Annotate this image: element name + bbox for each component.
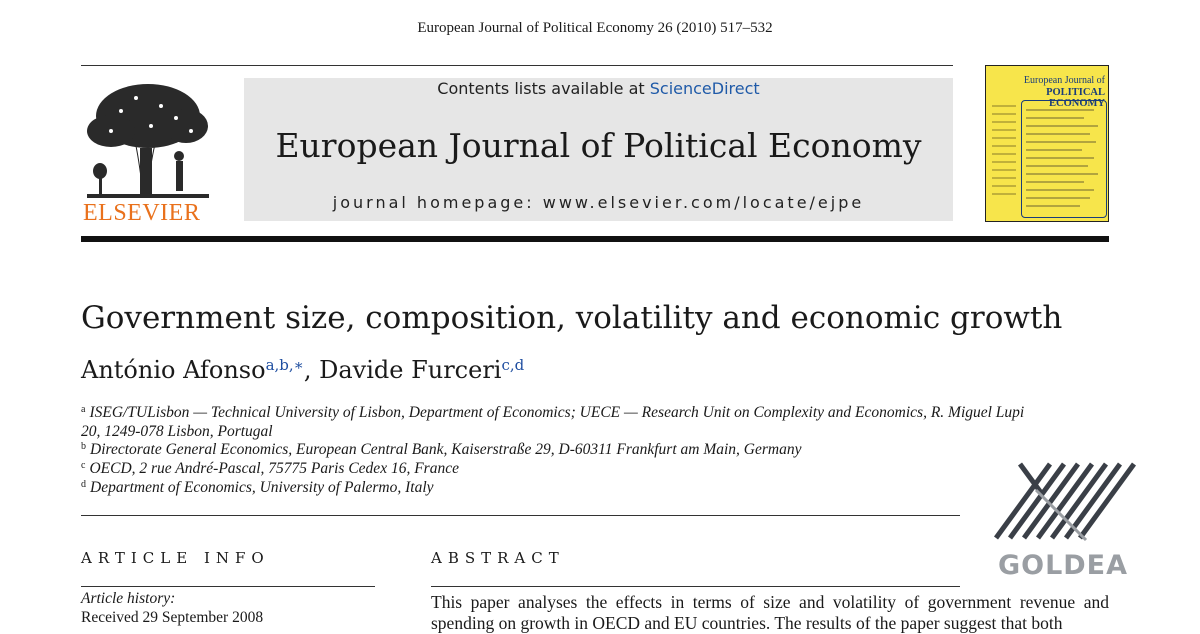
sciencedirect-link[interactable]: ScienceDirect [649,79,760,98]
author-list [81,356,524,384]
journal-homepage[interactable]: journal homepage: www.elsevier.com/locate/ejpe [332,193,865,212]
affiliation-marker: b [81,441,86,452]
affiliation-marker: c [81,460,86,471]
article-title: Government size, composition, volatility and economic growth [81,300,1063,336]
author-affiliation-marks[interactable]: a,b,∗ [265,356,304,374]
affiliation-marker: d [81,479,86,490]
journal-citation: European Journal of Political Economy 26 (2010) 517–532 [417,20,773,36]
abstract-heading: ABSTRACT [431,549,565,567]
author-name: Davide Furceri [319,356,502,384]
affiliation-text: Directorate General Economics, European Central Bank, Kaiserstraße 29, D-60311 Frankfurt am Main, Germany [90,441,802,458]
affiliation-text: ISEG/TULisbon — Technical University of Lisbon, Department of Economics; UECE — Research Unit on Complexity and Economics, R. Miguel Lupi 20, 1249-078 Lisbon, Portugal [81,404,1025,440]
article-info-rule [81,586,375,587]
cover-contents-lines [1024,104,1102,212]
author-separator: , [303,356,320,384]
affiliation-text: Department of Economics, University of Palermo, Italy [90,479,434,496]
article-history-label: Article history: [81,590,176,607]
affiliation-marker: a [81,404,86,415]
author-affiliation-marks[interactable]: c,d [501,356,525,374]
author-name: António Afonso [81,356,266,384]
top-divider [81,65,953,66]
contents-prefix: Contents lists available at [437,79,650,98]
goldea-watermark-text: GOLDEA [997,550,1129,581]
goldea-logo-icon [990,460,1138,544]
abstract-text: This paper analyses the effects in terms of size and volatility of government revenue and spending on growth in OECD and EU countries. The results of the paper suggest that both [431,592,1109,633]
elsevier-wordmark: ELSEVIER [83,200,201,226]
received-date: Received 29 September 2008 [81,609,264,626]
journal-title: European Journal of Political Economy [275,126,922,165]
article-info-heading: ARTICLE INFO [81,549,270,567]
header-thick-rule [81,236,1109,242]
contents-line [244,79,953,98]
section-divider [81,515,960,516]
affiliation-a [81,401,1031,441]
cover-title-line1: European Journal of [1023,75,1105,86]
affiliation-text: OECD, 2 rue André-Pascal, 75775 Paris Cedex 16, France [89,460,459,477]
cover-title-line2: POLITICAL ECONOMY [1046,87,1105,109]
abstract-rule [431,586,960,587]
cover-side-lines [990,100,1020,210]
affiliation-d [81,476,1031,498]
